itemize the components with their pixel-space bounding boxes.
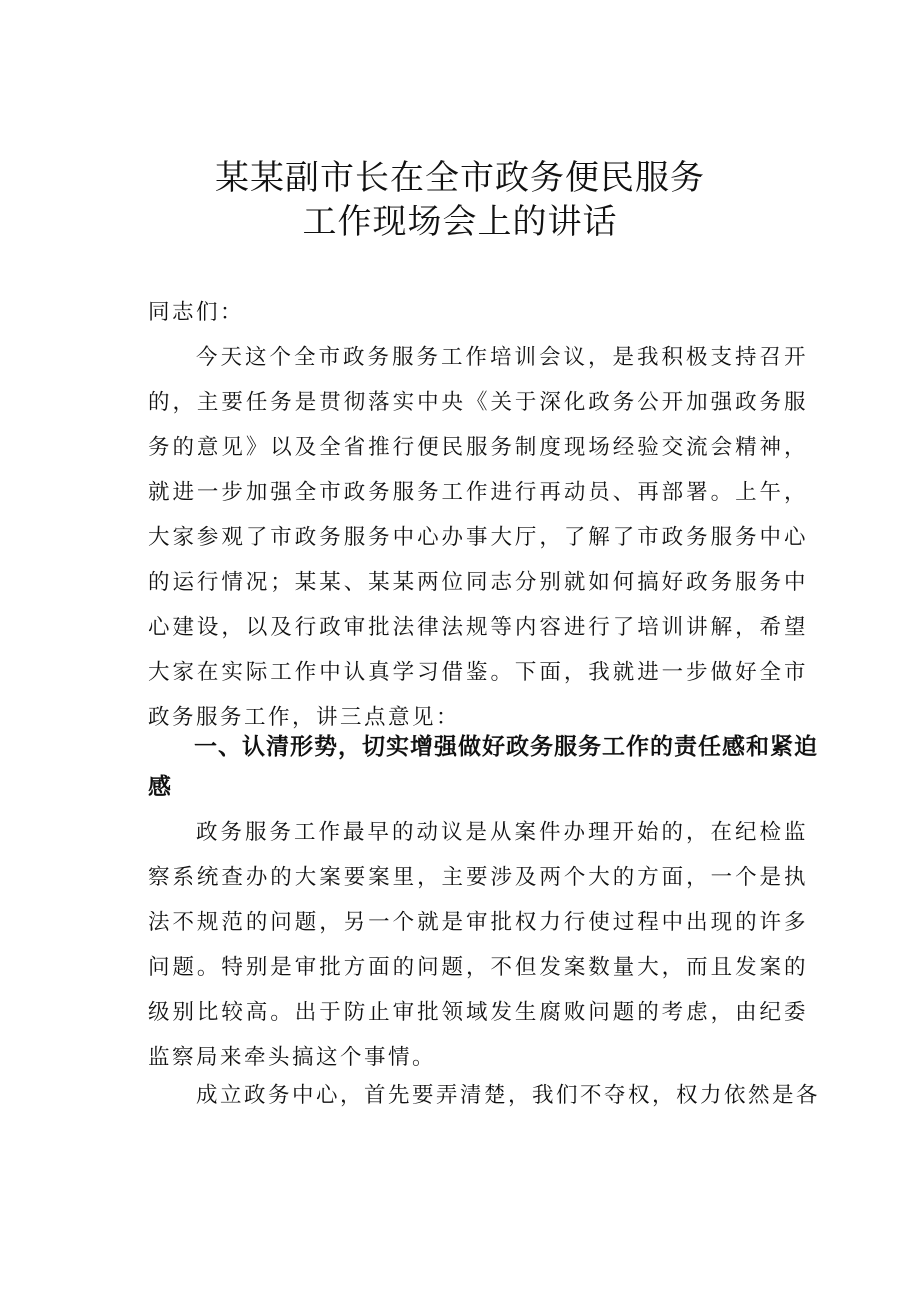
section-heading-1: 一、认清形势，切实增强做好政务服务工作的责任感和紧迫感 [148, 734, 818, 800]
document-title-line1: 某某副市长在全市政务便民服务 [215, 158, 705, 198]
salutation: 同志们： [148, 300, 245, 325]
document-title-line2: 工作现场会上的讲话 [302, 202, 618, 242]
paragraph-section1-2: 成立政务中心，首先要弄清楚，我们不夺权，权力依然是各 [196, 1083, 821, 1108]
paragraph-intro: 今天这个全市政务服务工作培训会议，是我积极支持召开的，主要任务是贯彻落实中央《关于深化政务公开加强政务服务的意见》以及全省推行便民服务制度现场经验交流会精神，就进一步加强全市政务服务工作进行再动员、再部署。上午，大家参观了市政务服务中心办事大厅，了解了市政务服务中心的运行情况；某某、某某两位同志分别就如何搞好政务服务中心建设，以及行政审批法律法规等内容进行了培训讲解，希望大家在实际工作中认真学习借鉴。下面，我就进一步做好全市政务服务工作，讲三点意见： [148, 345, 808, 730]
paragraph-section1-1: 政务服务工作最早的动议是从案件办理开始的，在纪检监察系统查办的大案要案里，主要涉及两个大的方面，一个是执法不规范的问题，另一个就是审批权力行使过程中出现的许多问题。特别是审批方面的问题，不但发案数量大，而且发案的级别比较高。出于防止审批领域发生腐败问题的考虑，由纪委监察局来牵头搞这个事情。 [148, 820, 808, 1070]
